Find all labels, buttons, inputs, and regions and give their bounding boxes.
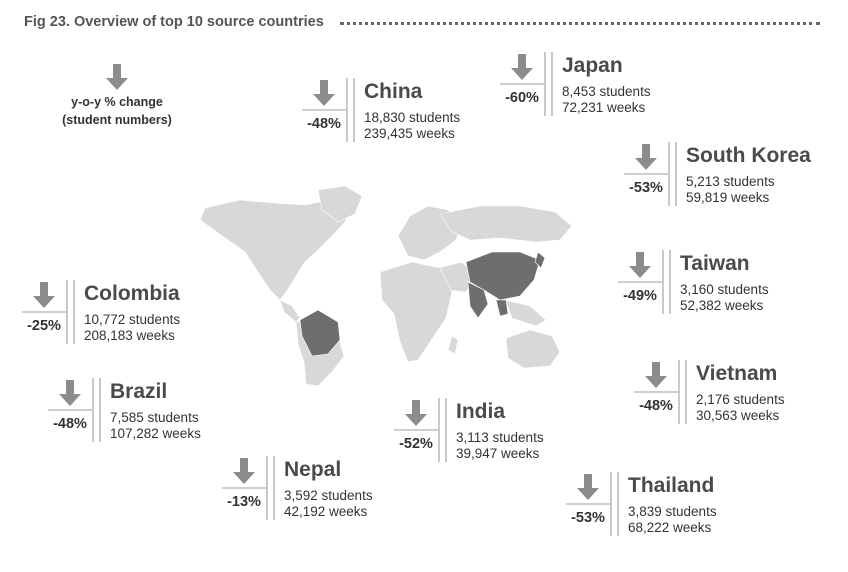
country-name: Vietnam — [696, 362, 778, 385]
separator — [92, 378, 101, 442]
legend-line-2: (student numbers) — [62, 113, 172, 127]
student-count: 5,213 students — [686, 174, 775, 189]
down-arrow-icon — [622, 144, 670, 178]
week-count: 208,183 weeks — [84, 328, 175, 343]
down-arrow-icon — [392, 400, 440, 434]
student-count: 7,585 students — [110, 410, 199, 425]
student-count: 3,839 students — [628, 504, 717, 519]
yoy-change: -52% — [399, 436, 433, 452]
map-russia — [440, 206, 572, 242]
down-arrow-icon — [104, 64, 130, 92]
map-central-america — [280, 300, 300, 322]
week-count: 72,231 weeks — [562, 100, 646, 115]
separator — [346, 78, 355, 142]
week-count: 239,435 weeks — [364, 126, 455, 141]
student-count: 3,113 students — [456, 430, 544, 445]
down-arrow-icon — [220, 458, 268, 492]
separator — [544, 52, 553, 116]
separator — [266, 456, 275, 520]
week-count: 42,192 weeks — [284, 504, 368, 519]
country-name: Japan — [562, 54, 623, 77]
separator — [610, 472, 619, 536]
yoy-change: -13% — [227, 494, 261, 510]
map-australia — [506, 330, 560, 368]
separator — [662, 250, 671, 314]
student-count: 8,453 students — [562, 84, 651, 99]
yoy-change: -53% — [629, 180, 663, 196]
yoy-change: -48% — [53, 416, 87, 432]
country-name: Taiwan — [680, 252, 750, 275]
down-arrow-icon — [564, 474, 612, 508]
down-arrow-icon — [20, 282, 68, 316]
down-arrow-icon — [46, 380, 94, 414]
country-name: South Korea — [686, 144, 811, 167]
country-name: Brazil — [110, 380, 168, 403]
legend — [52, 64, 182, 128]
down-arrow-icon — [300, 80, 348, 114]
down-arrow-icon — [498, 54, 546, 88]
figure-title: Fig 23. Overview of top 10 source countries — [24, 14, 324, 30]
separator — [668, 142, 677, 206]
week-count: 68,222 weeks — [628, 520, 712, 535]
map-madagascar — [448, 336, 458, 354]
yoy-change: -60% — [505, 90, 539, 106]
week-count: 39,947 weeks — [456, 446, 540, 461]
yoy-change: -53% — [571, 510, 605, 526]
separator — [66, 280, 75, 344]
student-count: 18,830 students — [364, 110, 461, 125]
country-name: Nepal — [284, 458, 342, 481]
week-count: 52,382 weeks — [680, 298, 764, 313]
country-name: India — [456, 400, 506, 423]
map-highlight-indochina — [496, 300, 508, 316]
student-count: 10,772 students — [84, 312, 181, 327]
student-count: 3,592 students — [284, 488, 373, 503]
map-southeast-asia — [505, 300, 546, 326]
yoy-change: -48% — [639, 398, 673, 414]
yoy-change: -48% — [307, 116, 341, 132]
yoy-change: -49% — [623, 288, 657, 304]
country-name: China — [364, 80, 423, 103]
week-count: 59,819 weeks — [686, 190, 770, 205]
down-arrow-icon — [616, 252, 664, 286]
down-arrow-icon — [632, 362, 680, 396]
week-count: 30,563 weeks — [696, 408, 780, 423]
map-africa — [380, 262, 452, 362]
legend-line-1: y-o-y % change — [71, 95, 163, 109]
country-name: Thailand — [628, 474, 715, 497]
country-name: Colombia — [84, 282, 180, 305]
separator — [438, 398, 447, 462]
student-count: 3,160 students — [680, 282, 769, 297]
student-count: 2,176 students — [696, 392, 785, 407]
yoy-change: -25% — [27, 318, 61, 334]
separator — [678, 360, 687, 424]
week-count: 107,282 weeks — [110, 426, 201, 441]
